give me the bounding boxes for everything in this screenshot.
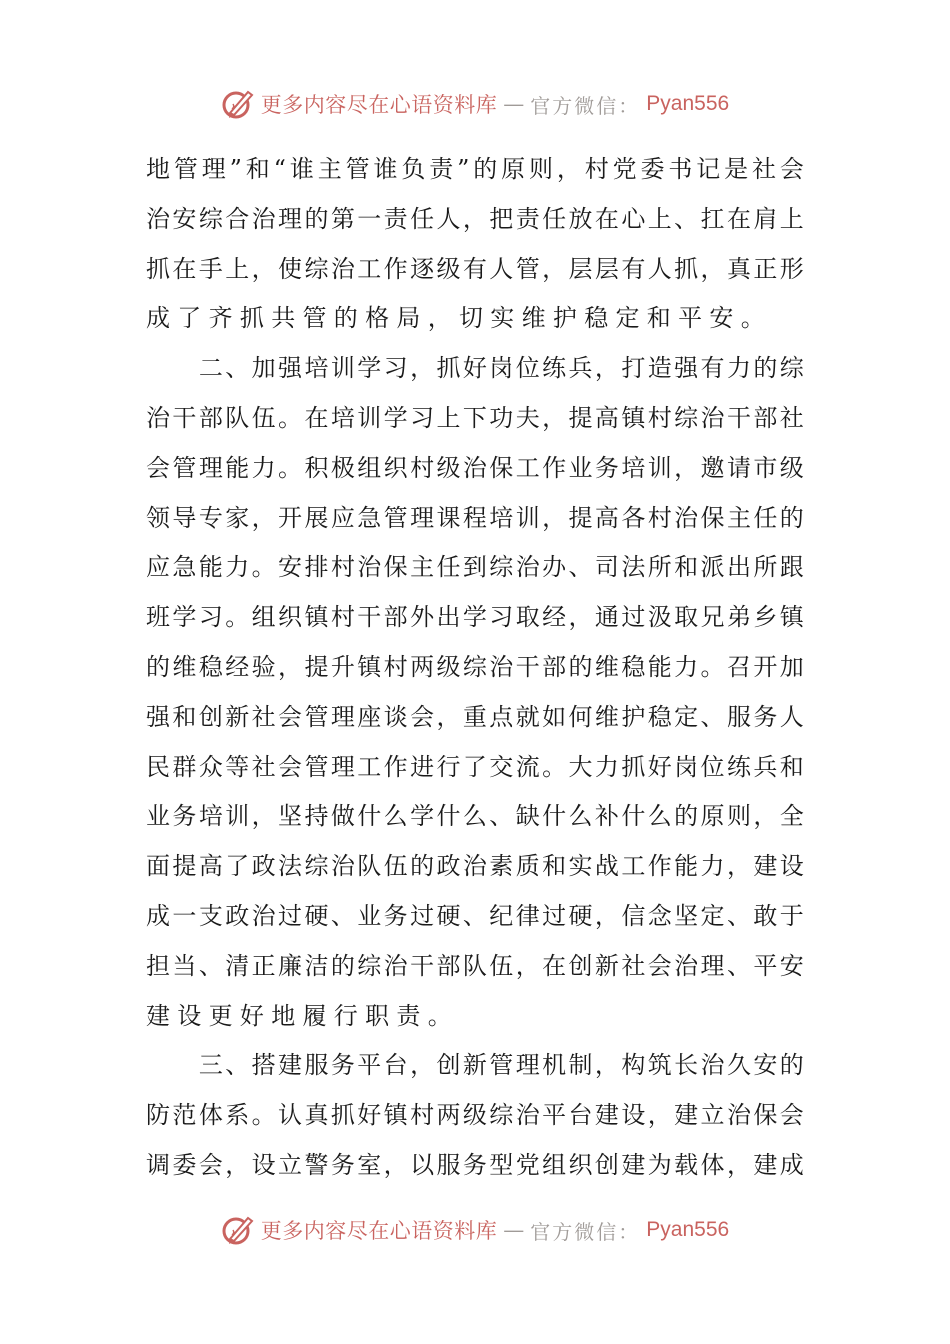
text-line: 治 干 部 队 伍 。 在 培 训 学 习 上 下 功 夫 ， 提 高 镇 村 综 治 干 部 社 bbox=[146, 403, 804, 432]
watermark-wechat-id: Pyan556 bbox=[646, 1218, 730, 1241]
text-line: 抓 在 手 上 ， 使 综 治 工 作 逐 级 有 人 管 ， 层 层 有 人 抓 ， 真 正 形 bbox=[146, 254, 804, 283]
pen-circle-logo-icon bbox=[221, 1213, 255, 1247]
text-line: 成 一 支 政 治 过 硬 、 业 务 过 硬 、 纪 律 过 硬 ， 信 念 坚 定 、 敢 于 bbox=[146, 901, 804, 930]
text-line: 调 委 会 ， 设 立 警 务 室 ， 以 服 务 型 党 组 织 创 建 为 载 体 ， 建 成 bbox=[146, 1150, 804, 1179]
text-line: 的 维 稳 经 验 ， 提 升 镇 村 两 级 综 治 干 部 的 维 稳 能 力 。 召 开 加 bbox=[146, 652, 804, 681]
text-line: 成了齐抓共管的格局，切实维护稳定和平安。 bbox=[146, 304, 772, 333]
text-line: 强 和 创 新 社 会 管 理 座 谈 会 ， 重 点 就 如 何 维 护 稳 定 、 服 务 人 bbox=[146, 702, 804, 731]
text-line: 面 提 高 了 政 法 综 治 队 伍 的 政 治 素 质 和 实 战 工 作 能 力 ， 建 设 bbox=[146, 852, 804, 881]
text-line: 防 范 体 系 。 认 真 抓 好 镇 村 两 级 综 治 平 台 建 设 ， 建 立 治 保 会 bbox=[146, 1101, 804, 1130]
text-line: 担 当 、 清 正 廉 洁 的 综 治 干 部 队 伍 ， 在 创 新 社 会 治 理 、 平 安 bbox=[146, 951, 804, 980]
text-line: 二 、 加 强 培 训 学 习 ， 抓 好 岗 位 练 兵 ， 打 造 强 有 力 的 综 bbox=[198, 354, 804, 383]
text-line: 应 急 能 力 。 安 排 村 治 保 主 任 到 综 治 办 、 司 法 所 和 派 出 所 跟 bbox=[146, 553, 804, 582]
watermark-wechat-label: 官方微信： bbox=[530, 93, 641, 118]
watermark-site-text: 更多内容尽在心语资料库 bbox=[260, 93, 498, 117]
watermark-wechat-label: 官方微信： bbox=[530, 1219, 641, 1244]
text-line: 治 安 综 合 治 理 的 第 一 责 任 人 ， 把 责 任 放 在 心 上 、 扛 在 肩 上 bbox=[146, 204, 804, 233]
text-line: 民 群 众 等 社 会 管 理 工 作 进 行 了 交 流 。 大 力 抓 好 岗 位 练 兵 和 bbox=[146, 752, 804, 781]
text-line: 三 、 搭 建 服 务 平 台 ， 创 新 管 理 机 制 ， 构 筑 长 治 久 安 的 bbox=[198, 1051, 804, 1080]
watermark-wechat-id: Pyan556 bbox=[646, 92, 730, 115]
text-line: 建设更好地履行职责。 bbox=[146, 1001, 459, 1030]
watermark-dash: — bbox=[503, 1218, 525, 1242]
pen-circle-logo-icon bbox=[221, 87, 255, 121]
text-line: 地 管 理 ” 和 “ 谁 主 管 谁 负 责 ” 的 原 则 ， 村 党 委 书 记 是 社 会 bbox=[146, 155, 804, 183]
text-line: 会 管 理 能 力 。 积 极 组 织 村 级 治 保 工 作 业 务 培 训 ， 邀 请 市 级 bbox=[146, 453, 804, 482]
text-line: 业 务 培 训 ， 坚 持 做 什 么 学 什 么 、 缺 什 么 补 什 么 的 原 则 ， 全 bbox=[146, 802, 804, 831]
document-body bbox=[146, 145, 804, 1191]
footer-watermark bbox=[0, 1210, 950, 1250]
watermark-dash: — bbox=[503, 92, 525, 116]
header-watermark bbox=[0, 84, 950, 124]
text-line: 领 导 专 家 ， 开 展 应 急 管 理 课 程 培 训 ， 提 高 各 村 治 保 主 任 的 bbox=[146, 503, 804, 532]
watermark-site-text: 更多内容尽在心语资料库 bbox=[260, 1219, 498, 1243]
text-line: 班 学 习 。 组 织 镇 村 干 部 外 出 学 习 取 经 ， 通 过 汲 取 兄 弟 乡 镇 bbox=[146, 603, 804, 632]
